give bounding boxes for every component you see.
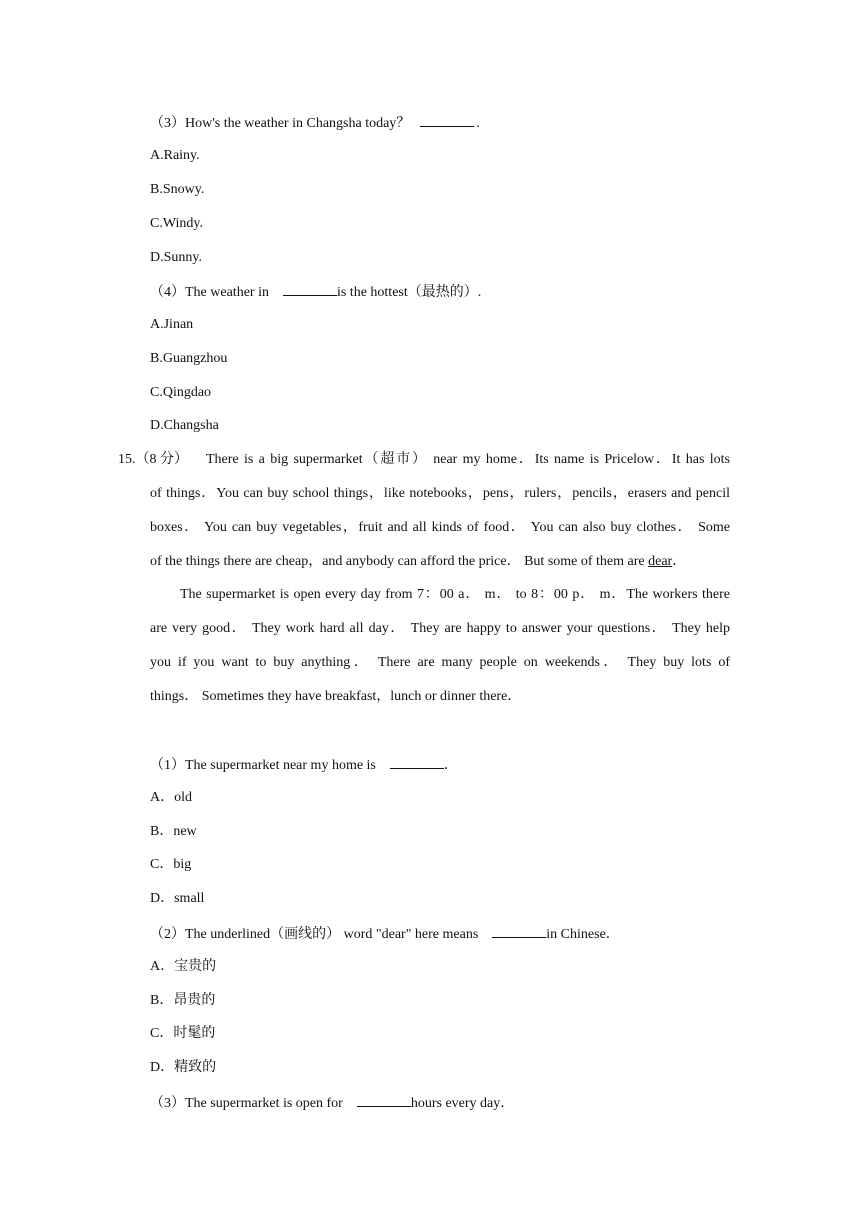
q15-3-prefix: （3） (150, 1096, 185, 1111)
q15-3-stem (150, 1092, 514, 1114)
q15-3-text-after: hours every day． (410, 1096, 515, 1111)
passage-line-dear (150, 552, 730, 586)
passage-line-text: you if you want to buy anything． There are many people on weekends． They buy lots of (150, 655, 730, 670)
q15-number-text: 15. (118, 452, 136, 467)
q15-1-prefix: （1） (150, 758, 185, 773)
q15-2-text-after: in Chinese． (546, 927, 620, 942)
q15-1-option-d: D．small (150, 891, 205, 906)
q14-4-option-c: C.Qingdao (150, 385, 212, 400)
q15-2-option-c: C．时髦的 (150, 1026, 216, 1041)
passage-line-text: ． (672, 554, 687, 569)
q15-2-option-d: D．精致的 (150, 1060, 217, 1075)
answer-blank (420, 112, 474, 127)
passage-line-text: of things．You can buy school things，like notebooks，pens，rulers，pencils，erasers and pencil (150, 486, 730, 501)
passage-line-text: are very good． They work hard all day． They are happy to answer your questions． They help (150, 621, 730, 636)
answer-blank (357, 1092, 411, 1107)
q15-number (118, 450, 188, 470)
q15-2-option-b: B．昂贵的 (150, 993, 216, 1008)
answer-blank (390, 754, 444, 769)
passage-paragraph-1 (150, 484, 730, 586)
q14-3-text: How's the weather in Changsha today？ (185, 116, 411, 131)
q15-2-option-a: A．宝贵的 (150, 959, 217, 974)
passage-line-text: The supermarket is open every day from 7：00 a． m． to 8：00 p． m．The workers there (180, 587, 730, 602)
underlined-word-dear: dear (648, 554, 673, 569)
q14-3-stem (150, 112, 480, 134)
q15-1-option-c: C．big (150, 857, 192, 872)
answer-blank (283, 281, 337, 296)
q15-points: （8 分） (135, 452, 188, 467)
q14-4-option-a: A.Jinan (150, 317, 194, 332)
passage-paragraph-2 (150, 585, 730, 721)
passage-line-text: boxes． You can buy vegetables，fruit and all kinds of food． You can also buy clothes． Some (150, 520, 730, 535)
q14-3-option-d: D.Sunny. (150, 250, 202, 265)
passage-line-1 (206, 450, 730, 484)
q15-2-stem (150, 923, 620, 945)
q14-4-text-before: The weather in (185, 285, 269, 300)
q15-3-text-before: The supermarket is open for (185, 1096, 343, 1111)
q15-2-text-before: The underlined（画线的） word "dear" here means (185, 927, 479, 942)
q14-4-option-d: D.Changsha (150, 418, 219, 433)
q14-4-option-b: B.Guangzhou (150, 351, 228, 366)
q14-3-option-a: A.Rainy. (150, 148, 200, 163)
q15-1-text: The supermarket near my home is (185, 758, 376, 773)
q15-1-suffix: ． (443, 758, 458, 773)
q14-3-prefix: （3） (150, 116, 185, 131)
passage-line-text: of the things there are cheap，and anybody can afford the price． But some of them are (150, 554, 649, 569)
q14-4-text-after: is the hottest（最热的）. (336, 285, 482, 300)
q15-1-option-a: A．old (150, 790, 192, 805)
passage-line-text: things． Sometimes they have breakfast，lunch or dinner there． (150, 689, 522, 704)
q15-1-stem (150, 754, 458, 776)
q14-3-suffix: . (476, 116, 480, 131)
q15-2-prefix: （2） (150, 927, 185, 942)
passage-line-text: There is a big supermarket（超市） near my home．Its name is Pricelow．It has lots (206, 452, 730, 467)
answer-blank (492, 923, 546, 938)
q15-1-option-b: B．new (150, 824, 197, 839)
q14-3-option-c: C.Windy. (150, 216, 203, 231)
q14-4-stem (150, 281, 481, 303)
q14-3-option-b: B.Snowy. (150, 182, 205, 197)
q14-4-prefix: （4） (150, 285, 185, 300)
